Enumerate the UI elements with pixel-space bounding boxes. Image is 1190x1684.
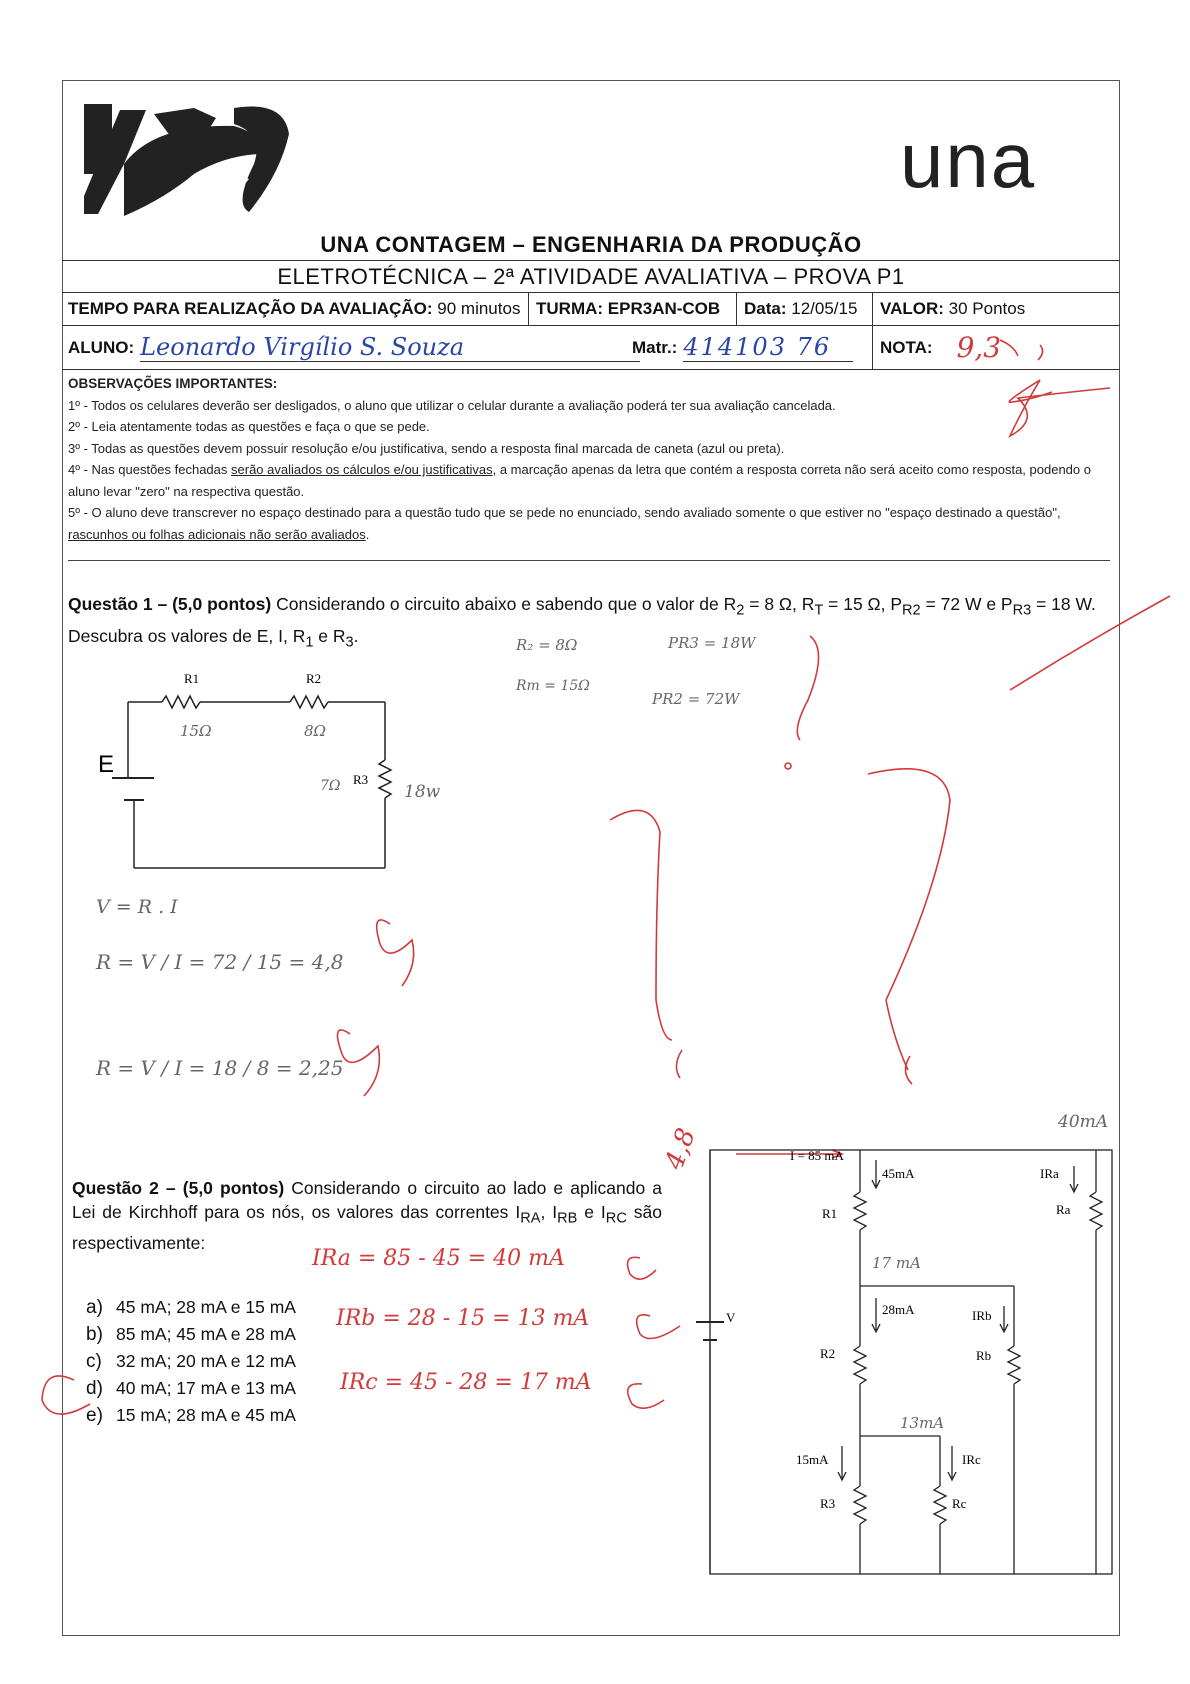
q2-rc-label: Rc: [952, 1496, 967, 1511]
grade-handwritten: 9,3: [956, 331, 1002, 364]
institution-title: UNA CONTAGEM – ENGENHARIA DA PRODUÇÃO: [320, 232, 862, 257]
q1-source-label: E: [98, 751, 115, 778]
class-value: EPR3AN-COB: [607, 299, 721, 318]
question-1: Questão 1 – (5,0 pontos) Considerando o circuito abaixo e sabendo que o valor de $R_2 = 8$ Ω, $R_T = 15$ Ω, $P_{R2} = 72$ W e $P_{R3} = 18$ W. Descubra os valores de E, I, $R_1$ e $R_3$.: [68, 594, 1096, 650]
exam-info-row: [62, 292, 1120, 325]
value-value: 30 Pontos: [948, 299, 1026, 318]
q2-source-label: V: [726, 1310, 736, 1325]
q1-hand-r2: R₂ = 8Ω: [516, 636, 578, 654]
brand-name: una: [900, 116, 1037, 204]
q2-r3-label: R3: [820, 1496, 836, 1511]
note-2: 2º - Leia atentamente todas as questões e faça o que se pede.: [68, 419, 430, 434]
enrollment-label: Matr.:: [632, 337, 678, 357]
q1-hand-r3val: 7Ω: [320, 778, 341, 794]
time-value: 90 minutos: [437, 299, 521, 318]
q2-irc-label: IRc: [962, 1452, 981, 1467]
q1-hand-rt: Rт = 15Ω: [516, 678, 590, 694]
q2-hand-13: 13mA: [900, 1414, 945, 1432]
enrollment-field: [632, 326, 853, 369]
q1-hand-r3w: 18w: [404, 782, 441, 802]
q2-hand-17: 17 mA: [872, 1254, 921, 1272]
class-field: [536, 293, 720, 325]
date-label: Data:: [744, 299, 787, 318]
student-label: ALUNO:: [68, 337, 135, 357]
divider: [68, 560, 1110, 561]
note-3: 3º - Todas as questões devem possuir resolução e/ou justificativa, sendo a resposta final marcada de caneta (azul ou preta).: [68, 440, 785, 456]
q2-current-15: 15mA: [796, 1452, 829, 1467]
subject-title: ELETROTÉCNICA – 2ª ATIVIDADE AVALIATIVA – PROVA P1: [62, 260, 1120, 292]
q1-hand-pr3: PR3 = 18W: [668, 634, 756, 652]
date-value: 12/05/15: [791, 299, 858, 318]
q2-hand-score: 4,8: [659, 1124, 702, 1174]
q2-hand-line1: IRa = 85 - 45 = 40 mA: [312, 1246, 565, 1271]
q2-r2-label: R2: [820, 1346, 836, 1361]
q2-hand-forty: 40mA: [1058, 1112, 1109, 1132]
student-name-field: [68, 326, 640, 369]
student-name-handwritten: Leonardo Virgílio S. Souza: [140, 333, 640, 362]
q2-irb-label: IRb: [972, 1308, 992, 1323]
q1-hand-calc2: R = V / I = 18 / 8 = 2,25: [96, 1056, 344, 1080]
note-4: 4º - Nas questões fechadas serão avaliados os cálculos e/ou justificativas, a marcação apenas da letra que contém a resposta correta não será aceito como resposta, podendo o aluno levar "zero" na respectiva questão.: [68, 462, 1091, 499]
q2-option-c[interactable]: c) 32 mA; 20 mA e 12 mA: [86, 1351, 296, 1372]
q2-options: [86, 1294, 296, 1429]
question-2: Questão 2 – (5,0 pontos) Considerando o circuito ao lado e aplicando a Lei de Kirchhoff para os nós, os valores das correntes $I_{RA}$, $I_{RB}$ e $I_{RC}$ são respectivamente:: [72, 1178, 663, 1253]
q1-hand-r1val: 15Ω: [180, 722, 212, 740]
q2-option-d[interactable]: d) 40 mA; 17 mA e 13 mA: [86, 1378, 296, 1399]
q2-ira-label: IRa: [1040, 1166, 1059, 1181]
enrollment-handwritten: 414103 76: [683, 333, 853, 362]
university-logo: [84, 104, 294, 224]
student-row: [62, 325, 1120, 370]
value-field: [880, 293, 1025, 325]
note-5: 5º - O aluno deve transcrever no espaço destinado para a questão tudo que se pede no enunciado, sendo avaliado somente o que estiver no "espaço destinado a questão", rascunhos ou folhas adicionais não serão avaliados.: [68, 505, 1061, 542]
q1-hand-calc1: R = V / I = 72 / 15 = 4,8: [96, 950, 344, 974]
q1-r3-label: R3: [353, 772, 369, 787]
q2-current-28: 28mA: [882, 1302, 915, 1317]
q1-title: Questão 1 – (5,0 pontos): [68, 594, 272, 614]
date-field: [744, 293, 857, 325]
q1-r2-label: R2: [306, 671, 322, 686]
q2-option-b[interactable]: b) 85 mA; 45 mA e 28 mA: [86, 1324, 296, 1345]
grade-label: NOTA:: [880, 337, 933, 357]
q2-total-current: I = 85 mA: [790, 1148, 844, 1163]
note-1: 1º - Todos os celulares deverão ser desligados, o aluno que utilizar o celular durante a avaliação poderá ter sua avaliação cancelada.: [68, 397, 836, 413]
q2-option-a[interactable]: a) 45 mA; 28 mA e 15 mA: [86, 1297, 296, 1318]
value-label: VALOR:: [880, 299, 944, 318]
q1-r1-label: R1: [184, 671, 200, 686]
q2-r1-label: R1: [822, 1206, 838, 1221]
time-field: [68, 293, 520, 325]
q2-ra-label: Ra: [1056, 1202, 1071, 1217]
class-label: TURMA:: [536, 299, 604, 318]
q2-rb-label: Rb: [976, 1348, 992, 1363]
q1-hand-formula: V = R . I: [96, 896, 178, 918]
q2-option-e[interactable]: e) 15 mA; 28 mA e 45 mA: [86, 1405, 296, 1426]
q2-current-45: 45mA: [882, 1166, 915, 1181]
q1-hand-pr2: PR2 = 72W: [652, 690, 740, 708]
q1-hand-r2val: 8Ω: [304, 722, 326, 740]
important-notes: [68, 373, 1108, 545]
q2-hand-line2: IRb = 28 - 15 = 13 mA: [336, 1306, 590, 1331]
q2-title: Questão 2 – (5,0 pontos): [72, 1178, 285, 1198]
notes-title: OBSERVAÇÕES IMPORTANTES:: [68, 376, 278, 391]
time-label: TEMPO PARA REALIZAÇÃO DA AVALIAÇÃO:: [68, 299, 433, 318]
grade-field: [880, 326, 1001, 369]
q2-hand-line3: IRc = 45 - 28 = 17 mA: [340, 1370, 592, 1395]
